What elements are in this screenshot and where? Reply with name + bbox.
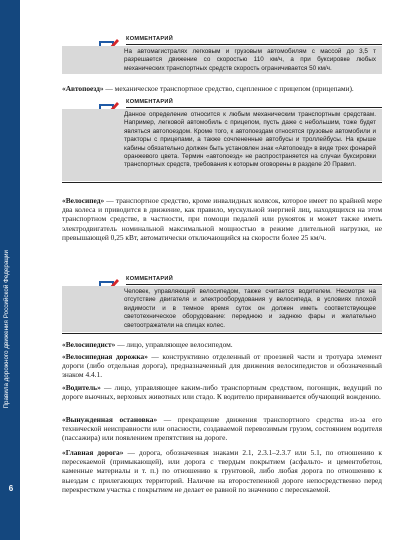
definition-avtopoezd	[62, 84, 382, 93]
comment-title: КОММЕНТАРИЙ	[126, 276, 174, 282]
definition-text: — дорога, обозначенная знаками 2.1, 2.3.1–2.3.7 или 5.1, по отношению к пересекаемой (примыкающей), или дорога с твердым покрытием (асфальто- и цементобетон, каменные материалы и т. п.) по отношению к грунтовой, либо любая дорога по отношению к выездам с прилегающих территорий. Наличие на второстепенной дороге непосредственно перед перекрестком участка с покрытием не делает ее равной по значению с пересекаемой.	[62, 448, 382, 494]
term: «Велосипедист»	[62, 340, 116, 349]
comment-text: На автомагистралях легковым и грузовым автомобилям с массой до 3,5 т разрешается движение со скоростью 110 км/ч, а при буксировке любых механических транспортных средств скорость ограничивается 50 км/ч.	[62, 46, 382, 74]
definition-text: — механическое транспортное средство, сцепленное с прицепом (прицепами).	[103, 84, 354, 93]
definition-voditel	[62, 383, 382, 401]
divider	[126, 44, 382, 45]
term: «Велосипедная дорожка»	[62, 352, 148, 361]
definition-text: — лицо, управляющее велосипедом.	[115, 340, 233, 349]
definition-vynuzhdennaya-ostanovka	[62, 415, 382, 443]
comment-block	[62, 99, 382, 191]
term: «Велосипед»	[62, 196, 105, 205]
definition-text: — прекращение движения транспортного средства из-за его технической неисправности или опасности, создаваемой перевозимым грузом, состоянием водителя (пассажира) или появлением препятствия на дороге.	[62, 415, 382, 443]
term: «Вынужденная остановка»	[62, 415, 158, 424]
definition-text: — лицо, управляющее каким-либо транспортным средством, погонщик, ведущий по дороге вьючных, верховых животных или стадо. К водителю приравнивается обучающий вождению.	[62, 383, 382, 402]
comment-title: КОММЕНТАРИЙ	[126, 99, 174, 105]
term: «Водитель»	[62, 383, 101, 392]
comment-text: Данное определение относится к любым механическим транспортным средствам. Например, легковой автомобиль с прицепом, пусть даже с небольшим, тоже будет являться автопоездом. Кроме того, к автопоездам относятся грузовые автомобили и тракторы с прицепами, а также сочлененные автобусы и троллейбусы. На крыше кабины обязательно должен быть установлен знак «Автопоезд» в виде трех фонарей оранжевого цвета. Термин «автопоезд» не распространяется на случаи буксировки транспортных средств, требования к которым оговорены в разделе 20 Правил.	[62, 109, 382, 181]
definition-velosiped	[62, 196, 382, 242]
comment-block	[62, 276, 382, 338]
comment-title: КОММЕНТАРИЙ	[126, 36, 174, 42]
term: «Главная дорога»	[62, 448, 124, 457]
definition-text: — конструктивно отделенный от проезжей части и тротуара элемент дороги (либо отдельная дорога), предназначенный для движения велосипедистов и обозначенный знаком 4.4.1.	[62, 352, 383, 380]
comment-text: Человек, управляющий велосипедом, также считается водителем. Несмотря на отсутствие двигателя и электрооборудования у велосипеда, в условиях плохой видимости и в темное время суток он должен иметь соответствующее светотехническое оборудование: переднюю и заднюю фары и желательно светоотражатели на спицах колес.	[62, 286, 382, 332]
definition-text: — транспортное средство, кроме инвалидных колясок, которое имеет по крайней мере два колеса и приводится в движение, как правило, мускульной энергией лиц, находящихся на этом транспортном средстве, в частности, при помощи педалей или рукояток и может также иметь электродвигатель номинальной максимальной мощностью в режиме длительной нагрузки, не превышающей 0,25 кВт, автоматически отключающийся на скорости более 25 км/ч.	[62, 196, 382, 242]
definition-velodorozhka	[62, 352, 382, 380]
divider	[62, 182, 382, 183]
term: «Автопоезд»	[62, 84, 104, 93]
divider	[62, 333, 382, 334]
divider	[126, 107, 382, 108]
definition-glavnaya-doroga	[62, 448, 382, 494]
definition-velosipedist	[62, 340, 382, 349]
divider	[126, 284, 382, 285]
page-number: 6	[8, 484, 14, 493]
running-title: Правила дорожного движения Российской Федерации	[3, 250, 10, 409]
